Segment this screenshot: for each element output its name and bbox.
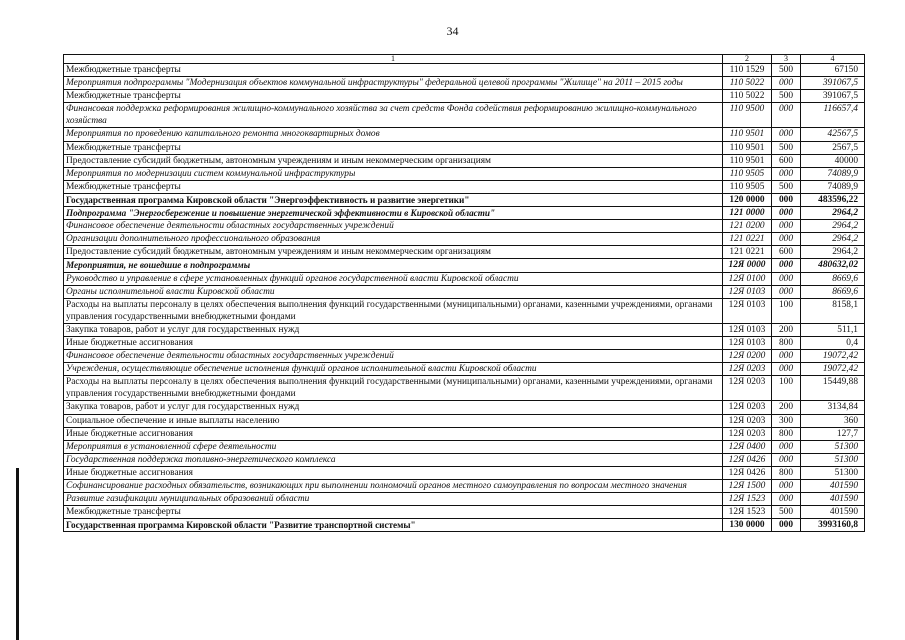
- row-code-cell: 12Я 0203: [723, 414, 772, 427]
- row-expense-type-cell: 000: [772, 363, 801, 376]
- row-expense-type-cell: 100: [772, 376, 801, 401]
- row-sum-cell: 8669,6: [801, 272, 865, 285]
- row-code-cell: 12Я 0426: [723, 466, 772, 479]
- row-expense-type-cell: 000: [772, 167, 801, 180]
- table-row: [64, 154, 865, 167]
- table-row: [64, 193, 865, 206]
- row-name-cell: Органы исполнительной власти Кировской области: [64, 285, 723, 298]
- row-name-cell: Финансовая поддержка реформирования жилищно-коммунального хозяйства за счет средств Фонда содействия реформированию жилищно-коммунального хозяйства: [64, 103, 723, 128]
- row-code-cell: 12Я 0203: [723, 363, 772, 376]
- row-code-cell: 110 9501: [723, 128, 772, 141]
- row-sum-cell: 401590: [801, 493, 865, 506]
- row-name-cell: Руководство и управление в сфере установленных функций органов государственной власти Кировской области: [64, 272, 723, 285]
- row-code-cell: 12Я 0103: [723, 323, 772, 336]
- table-row: [64, 90, 865, 103]
- row-expense-type-cell: 000: [772, 220, 801, 233]
- row-sum-cell: 391067,5: [801, 90, 865, 103]
- row-code-cell: 12Я 0103: [723, 298, 772, 323]
- table-row: [64, 350, 865, 363]
- row-sum-cell: 67150: [801, 64, 865, 77]
- row-name-cell: Софинансирование расходных обязательств, возникающих при выполнении полномочий органов местного самоуправления по вопросам местного значения: [64, 480, 723, 493]
- row-code-cell: 121 0221: [723, 246, 772, 259]
- row-sum-cell: 3134,84: [801, 401, 865, 414]
- row-expense-type-cell: 500: [772, 180, 801, 193]
- table-row: [64, 64, 865, 77]
- table-row: [64, 246, 865, 259]
- row-code-cell: 110 9505: [723, 167, 772, 180]
- row-sum-cell: 8158,1: [801, 298, 865, 323]
- row-sum-cell: 74089,9: [801, 180, 865, 193]
- column-header-code: 2: [723, 55, 772, 64]
- table-row: [64, 180, 865, 193]
- row-code-cell: 121 0200: [723, 220, 772, 233]
- table-row: [64, 220, 865, 233]
- row-name-cell: Межбюджетные трансферты: [64, 90, 723, 103]
- row-name-cell: Мероприятия подпрограммы "Модернизация объектов коммунальной инфраструктуры" федеральной целевой программы "Жилище" на 2011 – 2015 годы: [64, 77, 723, 90]
- row-code-cell: 12Я 0100: [723, 272, 772, 285]
- row-name-cell: Государственная программа Кировской области "Энергоэффективность и развитие энергетики": [64, 193, 723, 206]
- row-expense-type-cell: 500: [772, 141, 801, 154]
- row-sum-cell: 3993160,8: [801, 519, 865, 532]
- row-expense-type-cell: 800: [772, 466, 801, 479]
- row-code-cell: 110 9500: [723, 103, 772, 128]
- row-name-cell: Межбюджетные трансферты: [64, 64, 723, 77]
- row-expense-type-cell: 500: [772, 90, 801, 103]
- row-sum-cell: 401590: [801, 506, 865, 519]
- table-row: [64, 272, 865, 285]
- row-code-cell: 12Я 0426: [723, 453, 772, 466]
- row-code-cell: 12Я 0103: [723, 285, 772, 298]
- row-sum-cell: 480632,02: [801, 259, 865, 272]
- row-code-cell: 110 9501: [723, 141, 772, 154]
- row-name-cell: Государственная программа Кировской области "Развитие транспортной системы": [64, 519, 723, 532]
- row-name-cell: Учреждения, осуществляющие обеспечение исполнения функций органов исполнительной власти Кировской области: [64, 363, 723, 376]
- row-sum-cell: 2964,2: [801, 233, 865, 246]
- row-sum-cell: 2567,5: [801, 141, 865, 154]
- row-expense-type-cell: 000: [772, 493, 801, 506]
- table-row: [64, 259, 865, 272]
- row-code-cell: 110 5022: [723, 77, 772, 90]
- scan-edge-mark: [16, 468, 19, 640]
- row-code-cell: 12Я 1500: [723, 480, 772, 493]
- table-body: [64, 64, 865, 532]
- row-sum-cell: 511,1: [801, 323, 865, 336]
- row-code-cell: 130 0000: [723, 519, 772, 532]
- row-code-cell: 12Я 0000: [723, 259, 772, 272]
- row-sum-cell: 401590: [801, 480, 865, 493]
- row-sum-cell: 40000: [801, 154, 865, 167]
- table-header: [64, 55, 865, 64]
- table-row: [64, 480, 865, 493]
- row-name-cell: Государственная поддержка топливно-энергетического комплекса: [64, 453, 723, 466]
- table-row: [64, 167, 865, 180]
- row-expense-type-cell: 000: [772, 480, 801, 493]
- table-row: [64, 493, 865, 506]
- row-expense-type-cell: 000: [772, 285, 801, 298]
- row-code-cell: 110 1529: [723, 64, 772, 77]
- row-sum-cell: 19072,42: [801, 350, 865, 363]
- row-expense-type-cell: 000: [772, 77, 801, 90]
- row-expense-type-cell: 000: [772, 259, 801, 272]
- row-name-cell: Развитие газификации муниципальных образований области: [64, 493, 723, 506]
- table-row: [64, 285, 865, 298]
- row-code-cell: 110 5022: [723, 90, 772, 103]
- row-sum-cell: 2964,2: [801, 246, 865, 259]
- row-expense-type-cell: 000: [772, 207, 801, 220]
- row-code-cell: 12Я 0203: [723, 427, 772, 440]
- column-header-sum: 4: [801, 55, 865, 64]
- table-row: [64, 233, 865, 246]
- row-code-cell: 12Я 0203: [723, 401, 772, 414]
- row-name-cell: Иные бюджетные ассигнования: [64, 427, 723, 440]
- row-name-cell: Закупка товаров, работ и услуг для государственных нужд: [64, 323, 723, 336]
- row-name-cell: Мероприятия по модернизации систем коммунальной инфраструктуры: [64, 167, 723, 180]
- table-row: [64, 506, 865, 519]
- row-expense-type-cell: 600: [772, 246, 801, 259]
- row-name-cell: Финансовое обеспечение деятельности областных государственных учреждений: [64, 220, 723, 233]
- row-code-cell: 110 9501: [723, 154, 772, 167]
- table-row: [64, 414, 865, 427]
- row-name-cell: Предоставление субсидий бюджетным, автономным учреждениям и иным некоммерческим организациям: [64, 154, 723, 167]
- table-row: [64, 363, 865, 376]
- row-expense-type-cell: 000: [772, 103, 801, 128]
- row-name-cell: Иные бюджетные ассигнования: [64, 466, 723, 479]
- table-row: [64, 427, 865, 440]
- row-code-cell: 12Я 0103: [723, 336, 772, 349]
- row-sum-cell: 15449,88: [801, 376, 865, 401]
- row-name-cell: Межбюджетные трансферты: [64, 141, 723, 154]
- row-expense-type-cell: 500: [772, 64, 801, 77]
- row-name-cell: Мероприятия в установленной сфере деятельности: [64, 440, 723, 453]
- row-name-cell: Подпрограмма "Энергосбережение и повышение энергетической эффективности в Кировской области": [64, 207, 723, 220]
- row-sum-cell: 127,7: [801, 427, 865, 440]
- row-expense-type-cell: 500: [772, 506, 801, 519]
- table-row: [64, 519, 865, 532]
- row-name-cell: Организации дополнительного профессионального образования: [64, 233, 723, 246]
- table-row: [64, 298, 865, 323]
- row-name-cell: Расходы на выплаты персоналу в целях обеспечения выполнения функций государственными (муниципальными) органами, казенными учреждениями, органами управления государственными внебюджетными фондами: [64, 298, 723, 323]
- table-row: [64, 103, 865, 128]
- row-sum-cell: 116657,4: [801, 103, 865, 128]
- table-row: [64, 376, 865, 401]
- row-code-cell: 121 0221: [723, 233, 772, 246]
- row-expense-type-cell: 000: [772, 453, 801, 466]
- row-sum-cell: 51300: [801, 440, 865, 453]
- table-row: [64, 401, 865, 414]
- table-row: [64, 141, 865, 154]
- row-name-cell: Социальное обеспечение и иные выплаты населению: [64, 414, 723, 427]
- row-code-cell: 12Я 1523: [723, 506, 772, 519]
- row-sum-cell: 483596,22: [801, 193, 865, 206]
- row-sum-cell: 391067,5: [801, 77, 865, 90]
- row-sum-cell: 2964,2: [801, 207, 865, 220]
- row-sum-cell: 51300: [801, 453, 865, 466]
- row-name-cell: Закупка товаров, работ и услуг для государственных нужд: [64, 401, 723, 414]
- table-row: [64, 128, 865, 141]
- row-code-cell: 12Я 0203: [723, 376, 772, 401]
- row-code-cell: 12Я 0200: [723, 350, 772, 363]
- row-name-cell: Расходы на выплаты персоналу в целях обеспечения выполнения функций государственными (муниципальными) органами, казенными учреждениями, органами управления государственными внебюджетными фондами: [64, 376, 723, 401]
- row-name-cell: Мероприятия по проведению капитального ремонта многоквартирных домов: [64, 128, 723, 141]
- row-expense-type-cell: 800: [772, 427, 801, 440]
- row-code-cell: 120 0000: [723, 193, 772, 206]
- row-name-cell: Мероприятия, не вошедшие в подпрограммы: [64, 259, 723, 272]
- column-header-type: 3: [772, 55, 801, 64]
- column-header-name: 1: [64, 55, 723, 64]
- row-sum-cell: 8669,6: [801, 285, 865, 298]
- table-row: [64, 207, 865, 220]
- row-expense-type-cell: 000: [772, 350, 801, 363]
- row-sum-cell: 0,4: [801, 336, 865, 349]
- row-expense-type-cell: 000: [772, 233, 801, 246]
- row-code-cell: 12Я 0400: [723, 440, 772, 453]
- table-row: [64, 466, 865, 479]
- row-code-cell: 121 0000: [723, 207, 772, 220]
- row-code-cell: 110 9505: [723, 180, 772, 193]
- row-expense-type-cell: 100: [772, 298, 801, 323]
- row-name-cell: Иные бюджетные ассигнования: [64, 336, 723, 349]
- row-expense-type-cell: 000: [772, 519, 801, 532]
- row-name-cell: Межбюджетные трансферты: [64, 506, 723, 519]
- row-expense-type-cell: 000: [772, 440, 801, 453]
- row-expense-type-cell: 800: [772, 336, 801, 349]
- row-sum-cell: 51300: [801, 466, 865, 479]
- table-row: [64, 77, 865, 90]
- row-code-cell: 12Я 1523: [723, 493, 772, 506]
- row-expense-type-cell: 000: [772, 193, 801, 206]
- row-expense-type-cell: 000: [772, 272, 801, 285]
- row-expense-type-cell: 200: [772, 401, 801, 414]
- page-number: 34: [446, 24, 459, 38]
- budget-table: [63, 54, 865, 532]
- table-row: [64, 323, 865, 336]
- row-name-cell: Межбюджетные трансферты: [64, 180, 723, 193]
- row-expense-type-cell: 000: [772, 128, 801, 141]
- table-row: [64, 453, 865, 466]
- row-sum-cell: 19072,42: [801, 363, 865, 376]
- row-sum-cell: 360: [801, 414, 865, 427]
- row-sum-cell: 42567,5: [801, 128, 865, 141]
- table-row: [64, 336, 865, 349]
- row-sum-cell: 2964,2: [801, 220, 865, 233]
- row-sum-cell: 74089,9: [801, 167, 865, 180]
- row-expense-type-cell: 600: [772, 154, 801, 167]
- row-expense-type-cell: 300: [772, 414, 801, 427]
- row-name-cell: Финансовое обеспечение деятельности областных государственных учреждений: [64, 350, 723, 363]
- row-name-cell: Предоставление субсидий бюджетным, автономным учреждениям и иным некоммерческим организациям: [64, 246, 723, 259]
- table-row: [64, 440, 865, 453]
- row-expense-type-cell: 200: [772, 323, 801, 336]
